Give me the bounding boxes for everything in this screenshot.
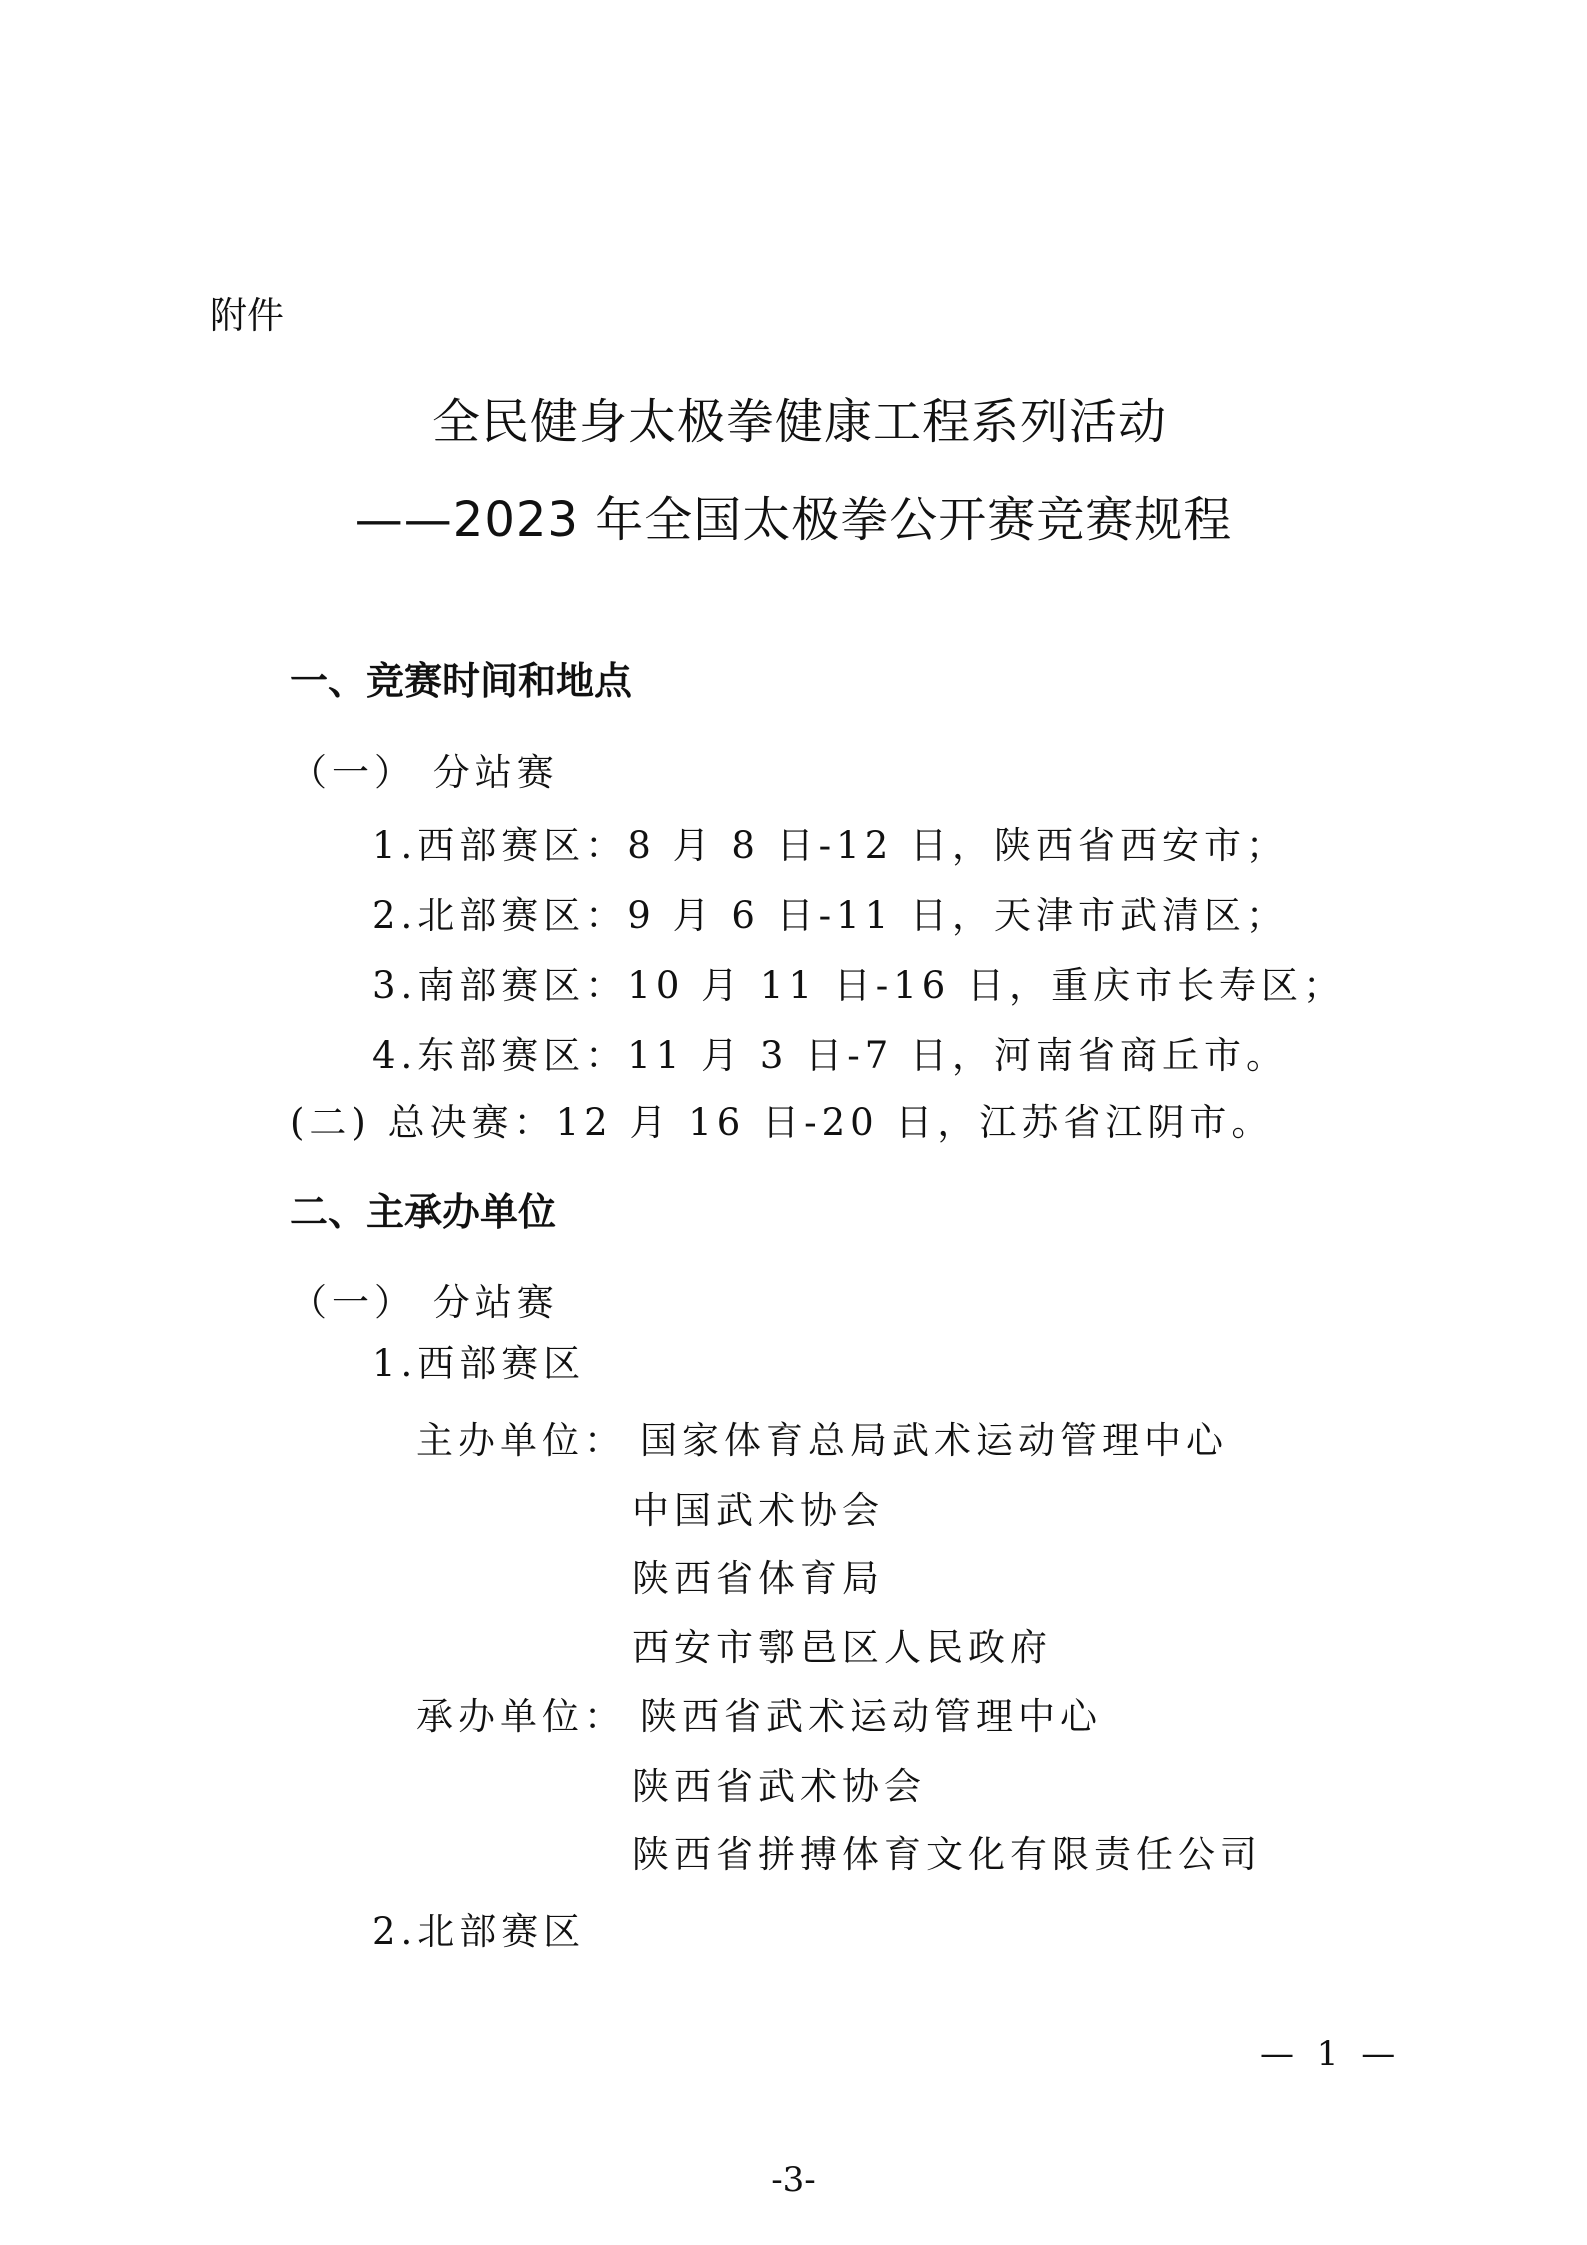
document-title-line1: 全民健身太极拳健康工程系列活动 (431, 394, 1167, 450)
document-title-line2: ——2023 年全国太极拳公开赛竞赛规程 (354, 492, 1233, 548)
organizer-item: 西安市鄠邑区人民政府 (632, 1626, 1052, 1669)
section2-heading: 二、主承办单位 (290, 1190, 557, 1234)
host-label: 承办单位： (416, 1695, 626, 1738)
section1-sub2-final: (二) 总决赛：12 月 16 日-20 日，江苏省江阴市。 (290, 1101, 1274, 1144)
section1-item-north: 2.北部赛区：9 月 6 日-11 日，天津市武清区； (372, 894, 1289, 937)
section2-west-label: 1.西部赛区 (372, 1342, 586, 1385)
attachment-label: 附件 (210, 294, 284, 337)
page-number: — 1 — (1260, 2034, 1402, 2074)
organizer-item: 中国武术协会 (632, 1489, 884, 1532)
host-item: 陕西省武术运动管理中心 (640, 1695, 1102, 1738)
organizer-item: 国家体育总局武术运动管理中心 (640, 1419, 1228, 1462)
section1-sub1-label: （一） 分站赛 (290, 751, 559, 794)
host-item: 陕西省武术协会 (632, 1765, 926, 1808)
section2-sub1-label: （一） 分站赛 (290, 1281, 559, 1324)
section2-north-label: 2.北部赛区 (372, 1910, 586, 1953)
page-footer: -3- (771, 2160, 816, 2200)
section1-item-west: 1.西部赛区：8 月 8 日-12 日，陕西省西安市； (372, 824, 1289, 867)
section1-item-east: 4.东部赛区：11 月 3 日-7 日，河南省商丘市。 (372, 1034, 1289, 1077)
host-item: 陕西省拼搏体育文化有限责任公司 (632, 1833, 1262, 1876)
section1-item-south: 3.南部赛区：10 月 11 日-16 日，重庆市长寿区； (372, 964, 1346, 1007)
section1-heading: 一、竞赛时间和地点 (290, 659, 633, 703)
organizer-item: 陕西省体育局 (632, 1557, 884, 1600)
organizer-label: 主办单位： (416, 1419, 626, 1462)
